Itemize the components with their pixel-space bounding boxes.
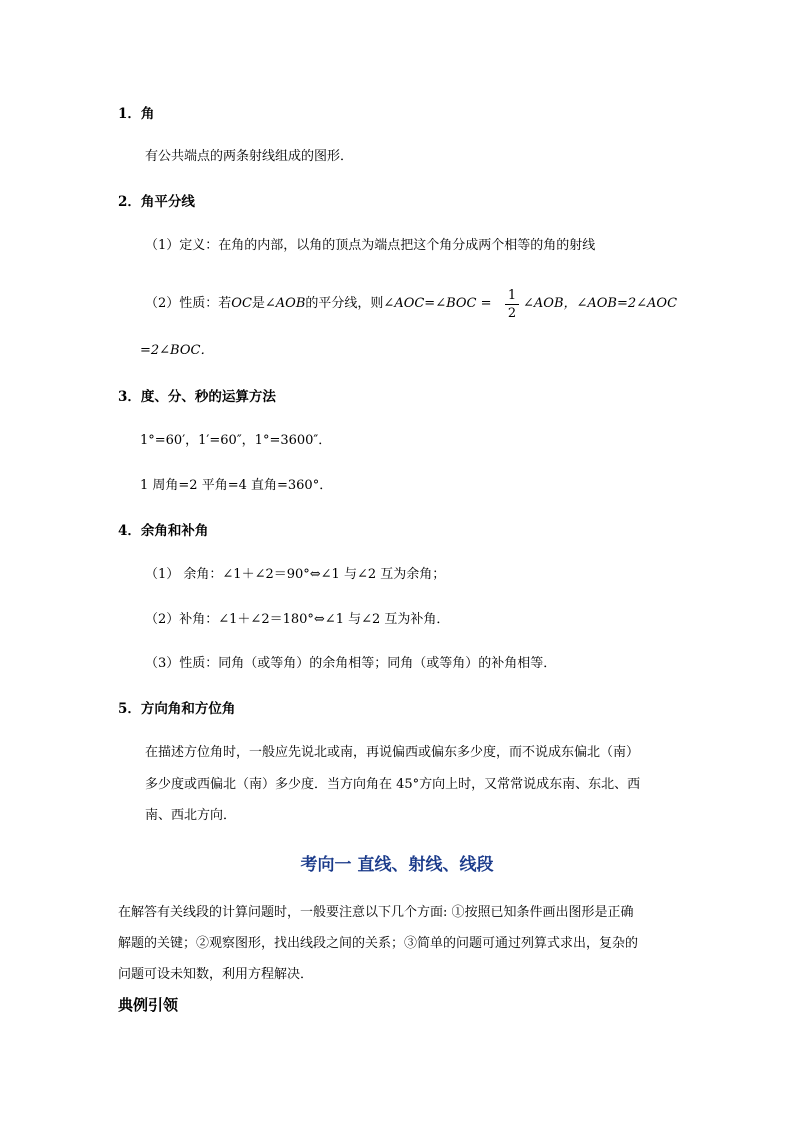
degree-minute-second: 1°=60′，1′=60″，1°=3600″． <box>140 433 332 448</box>
section-5-line-1: 在描述方位角时，一般应先说北或南，再说偏西或偏东多少度，而不说成东偏北（南） <box>145 745 640 760</box>
equation-part-1: ∠AOC=∠BOC = <box>383 296 492 311</box>
topic-title: 考向一 直线、射线、线段 <box>300 855 494 875</box>
section-5-line-3: 南、西北方向． <box>145 808 237 823</box>
section-1-body: 有公共端点的两条射线组成的图形． <box>145 149 354 164</box>
property-text-a: （2）性质：若 <box>145 296 232 311</box>
angle-property: （3）性质：同角（或等角）的余角相等；同角（或等角）的补角相等． <box>145 656 557 671</box>
section-4-heading: 4．余角和补角 <box>118 523 209 539</box>
topic-paragraph-line-1: 在解答有关线段的计算问题时，一般要注意以下几个方面: ①按照已知条件画出图形是正确 <box>118 905 634 920</box>
equation-part-3: =2∠BOC． <box>140 343 214 358</box>
topic-paragraph-line-3: 问题可设未知数，利用方程解决． <box>118 967 314 982</box>
section-2-heading: 2．角平分线 <box>118 194 195 210</box>
bisector-property <box>145 294 492 314</box>
ray-oc: OC <box>231 296 252 311</box>
fraction-numerator: 1 <box>505 288 519 305</box>
property-text-c: 的平分线，则 <box>305 296 384 311</box>
section-1-heading: 1．角 <box>118 106 155 122</box>
example-heading: 典例引领 <box>118 996 179 1014</box>
angle-aob: ∠AOB <box>264 296 306 311</box>
section-5-heading: 5．方向角和方位角 <box>118 701 236 717</box>
topic-paragraph-line-2: 解题的关键；②观察图形，找出线段之间的关系；③简单的问题可通过列算式求出，复杂的 <box>118 936 639 951</box>
bisector-definition: （1）定义：在角的内部，以角的顶点为端点把这个角分成两个相等的角的射线 <box>145 238 596 253</box>
complementary-angle: （1） 余角：∠1＋∠2＝90°⇔∠1 与∠2 互为余角； <box>145 567 446 582</box>
section-5-line-2: 多少度或西偏北（南）多少度．当方向角在 45°方向上时，又常常说成东南、东北、西 <box>145 777 641 792</box>
angle-relations: 1 周角=2 平角=4 直角=360°． <box>140 478 333 493</box>
fraction-denominator: 2 <box>507 306 517 321</box>
fraction-one-half <box>505 288 519 321</box>
equation-part-2: ∠AOB，∠AOB=2∠AOC <box>523 296 678 311</box>
section-3-heading: 3．度、分、秒的运算方法 <box>118 389 276 405</box>
property-text-b: 是 <box>251 296 265 311</box>
supplementary-angle: （2）补角：∠1＋∠2＝180°⇔∠1 与∠2 互为补角． <box>145 612 450 627</box>
